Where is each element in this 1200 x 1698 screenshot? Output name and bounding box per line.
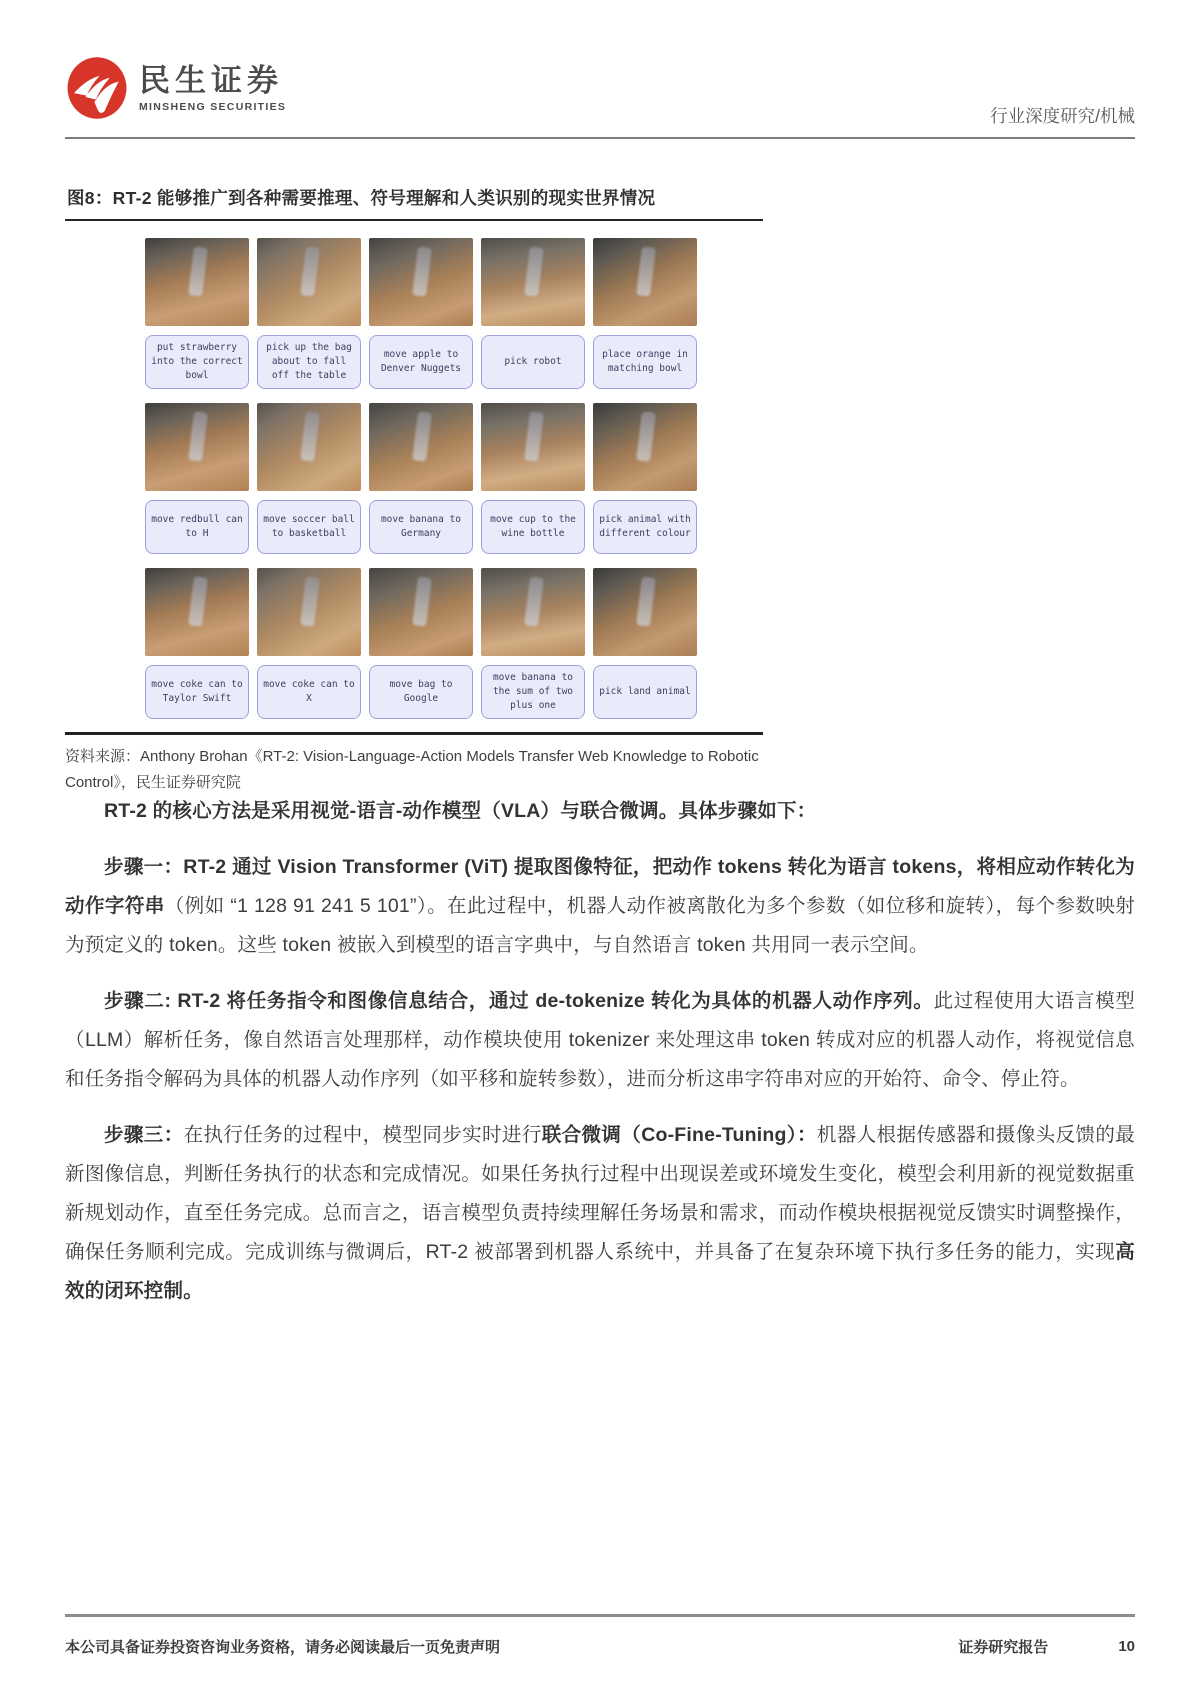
robot-photo	[481, 238, 585, 326]
logo-name-en: MINSHENG SECURITIES	[139, 100, 287, 113]
page-header	[65, 56, 1135, 134]
figure-cell	[369, 568, 473, 719]
footer-disclaimer: 本公司具备证券投资咨询业务资格，请务必阅读最后一页免责声明	[65, 1639, 501, 1656]
figure-cell	[145, 238, 249, 389]
figure-cell	[145, 403, 249, 554]
instruction-caption: pick up the bag about to fall off the table	[257, 335, 361, 389]
robot-photo	[145, 238, 249, 326]
robot-photo	[257, 403, 361, 491]
instruction-caption: move cup to the wine bottle	[481, 500, 585, 554]
figure-cell	[593, 568, 697, 719]
figure-divider	[65, 732, 763, 735]
logo-name-cn: 民生证券	[139, 63, 283, 99]
figure-cell	[257, 568, 361, 719]
figure-cell	[481, 238, 585, 389]
instruction-caption: move banana to the sum of two plus one	[481, 665, 585, 719]
robot-photo	[481, 568, 585, 656]
figure-cell	[369, 238, 473, 389]
robot-photo	[481, 403, 585, 491]
robot-photo	[593, 238, 697, 326]
instruction-caption: move bag to Google	[369, 665, 473, 719]
figure-title: 图8：RT-2 能够推广到各种需要推理、符号理解和人类识别的现实世界情况	[65, 183, 763, 221]
report-category: 行业深度研究/机械	[990, 106, 1135, 126]
body-paragraph: RT-2 的核心方法是采用视觉-语言-动作模型（VLA）与联合微调。具体步骤如下：	[104, 800, 817, 822]
figure-source: 资料来源：Anthony Brohan《RT-2: Vision-Language-Action Models Transfer Web Knowledge to Robotic Control》，民生证券研究院	[65, 748, 759, 791]
figure-cell	[257, 238, 361, 389]
instruction-caption: pick animal with different colour	[593, 500, 697, 554]
robot-photo	[257, 568, 361, 656]
body-paragraph: 步骤一：RT-2 通过 Vision Transformer (ViT) 提取图像特征，把动作 tokens 转化为语言 tokens，将相应动作转化为动作字符串（例如 “1 128 91 241 5 101”）。在此过程中，机器人动作被离散化为多个参数（如位移和旋转），每个参数映射为预定义的 token。这些 token 被嵌入到模型的语言字典中，与自然语言 token 共用同一表示空间。	[65, 856, 1135, 956]
instruction-caption: put strawberry into the correct bowl	[145, 335, 249, 389]
robot-photo-grid	[145, 238, 763, 719]
robot-photo	[593, 568, 697, 656]
figure-cell	[257, 403, 361, 554]
figure-cell	[369, 403, 473, 554]
robot-photo	[257, 238, 361, 326]
instruction-caption: pick robot	[481, 335, 585, 389]
figure-cell	[593, 403, 697, 554]
robot-photo	[369, 403, 473, 491]
minsheng-logo	[65, 56, 1135, 120]
robot-photo	[369, 238, 473, 326]
instruction-caption: move coke can to Taylor Swift	[145, 665, 249, 719]
robot-photo	[145, 568, 249, 656]
body-paragraph: 步骤三：在执行任务的过程中，模型同步实时进行联合微调（Co-Fine-Tuning）：机器人根据传感器和摄像头反馈的最新图像信息，判断任务执行的状态和完成情况。如果任务执行过程中出现误差或环境发生变化，模型会利用新的视觉数据重新规划动作，直至任务完成。总而言之，语言模型负责持续理解任务场景和需求，而动作模块根据视觉反馈实时调整操作，确保任务顺利完成。完成训练与微调后，RT-2 被部署到机器人系统中，并具备了在复杂环境下执行多任务的能力，实现高效的闭环控制。	[65, 1124, 1136, 1302]
instruction-caption: pick land animal	[593, 665, 697, 719]
instruction-caption: move banana to Germany	[369, 500, 473, 554]
minsheng-logo-icon	[65, 56, 129, 120]
figure-cell	[481, 403, 585, 554]
page-footer	[65, 1636, 1135, 1657]
figure-cell	[593, 238, 697, 389]
instruction-caption: move redbull can to H	[145, 500, 249, 554]
body-text	[65, 792, 1135, 1328]
figure-8	[65, 183, 763, 796]
body-paragraph: 步骤二: RT-2 将任务指令和图像信息结合，通过 de-tokenize 转化为具体的机器人动作序列。此过程使用大语言模型（LLM）解析任务，像自然语言处理那样，动作模块使用 tokenizer 来处理这串 token 转成对应的机器人动作，将视觉信息和任务指令解码为具体的机器人动作序列（如平移和旋转参数），进而分析这串字符串对应的开始符、命令、停止符。	[65, 990, 1135, 1090]
footer-page-number: 10	[1118, 1638, 1135, 1655]
instruction-caption: place orange in matching bowl	[593, 335, 697, 389]
figure-cell	[145, 568, 249, 719]
header-divider	[65, 137, 1135, 139]
instruction-caption: move apple to Denver Nuggets	[369, 335, 473, 389]
logo-text	[139, 63, 286, 113]
footer-report-type: 证券研究报告	[958, 1639, 1049, 1656]
robot-photo	[145, 403, 249, 491]
figure-cell	[481, 568, 585, 719]
instruction-caption: move coke can to X	[257, 665, 361, 719]
instruction-caption: move soccer ball to basketball	[257, 500, 361, 554]
robot-photo	[593, 403, 697, 491]
footer-right	[958, 1636, 1135, 1657]
footer-divider	[65, 1614, 1135, 1617]
robot-photo	[369, 568, 473, 656]
